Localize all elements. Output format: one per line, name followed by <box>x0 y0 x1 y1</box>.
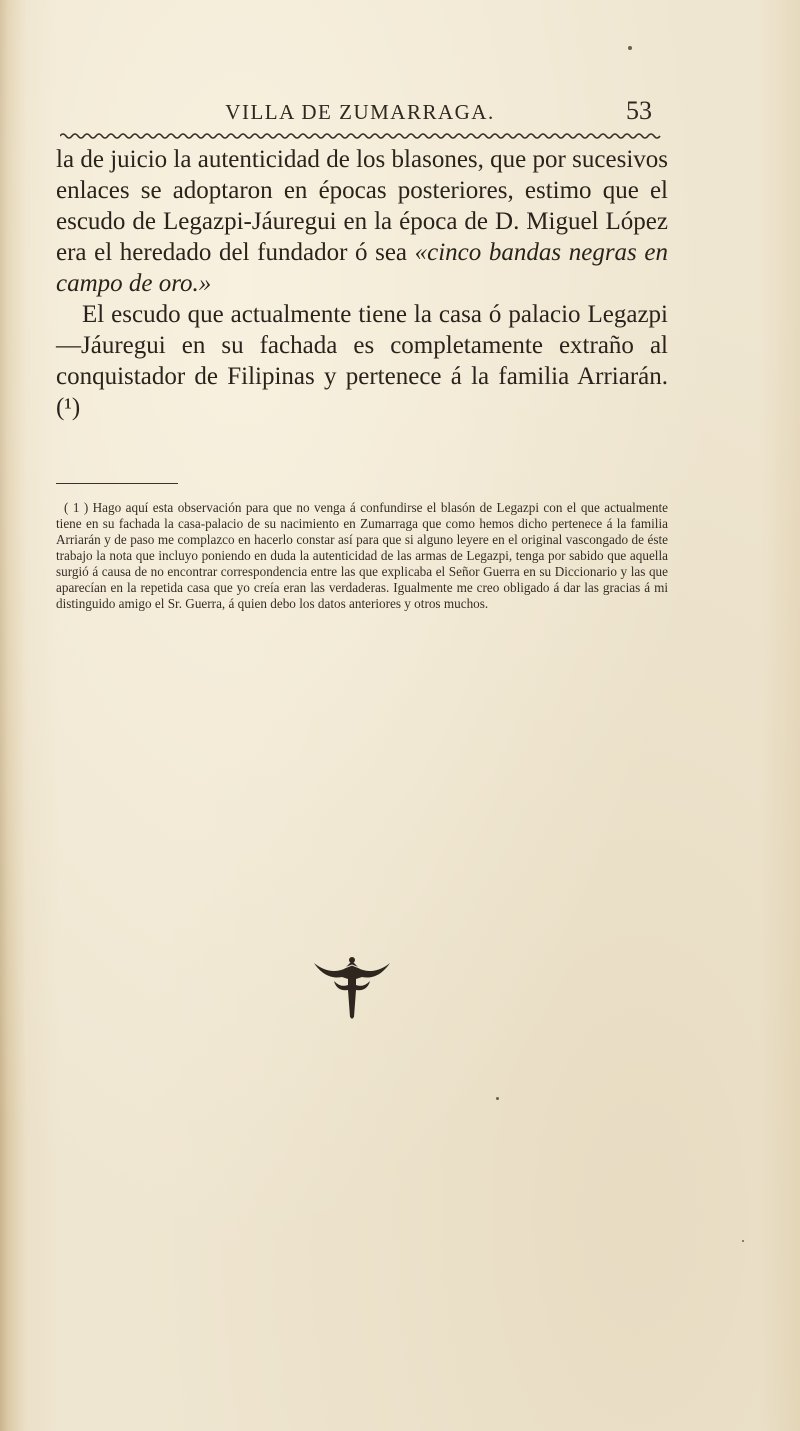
running-head <box>60 96 660 130</box>
paper-speck <box>628 46 632 50</box>
page-number: 53 <box>626 96 652 125</box>
paragraph-1-text: la de juicio la autenticidad de los blasones, que por sucesivos enlaces se adoptaron en épocas posteriores, estimo que el escudo de Legazpi-Jáuregui en la época de D. Miguel López era el heredado del fundador ó sea <box>56 146 668 266</box>
footnote-marker: ( 1 ) <box>64 500 89 515</box>
footnote-text: Hago aquí esta observación para que no venga á confundirse el blasón de Legazpi con el que actualmente tiene en su fachada la casa-palacio de su nacimiento en Zumarraga que como hemos dicho pertenece á la familia Arriarán y de paso me complazco en hacerlo constar así para que si alguno leyere en el original vascongado de éste trabajo la nota que incluyo poniendo en duda la autenticidad de las armas de Legazpi, tenga por sabido que aquella surgió á causa de no encontrar correspondencia entre las que explicaba el Señor Guerra en su Diccionario y las que aparecían en la repetida casa que yo creía eran las verdaderas. Igualmente me creo obligado á dar las gracias á mi distinguido amigo el Sr. Guerra, á quien debo los datos anteriores y otros muchos. <box>56 500 668 611</box>
paper-speck <box>742 1240 744 1242</box>
end-vignette-ornament <box>312 955 392 1021</box>
footnote-rule <box>56 483 178 484</box>
body-text <box>56 144 668 423</box>
quoted-blazon: «cinco bandas negras en campo de oro.» <box>56 239 668 297</box>
paragraph-2 <box>56 299 668 423</box>
paragraph-1 <box>56 144 668 299</box>
running-title: VILLA DE ZUMARRAGA. <box>225 100 495 124</box>
paper-speck <box>496 1097 499 1100</box>
ornamental-wavy-rule <box>60 131 664 141</box>
paragraph-2-text: El escudo que actualmente tiene la casa ó palacio Legazpi—Jáuregui en su fachada es completamente extraño al conquistador de Filipinas y pertenece á la familia Arriarán. (¹) <box>56 301 668 421</box>
footnote <box>56 500 668 612</box>
